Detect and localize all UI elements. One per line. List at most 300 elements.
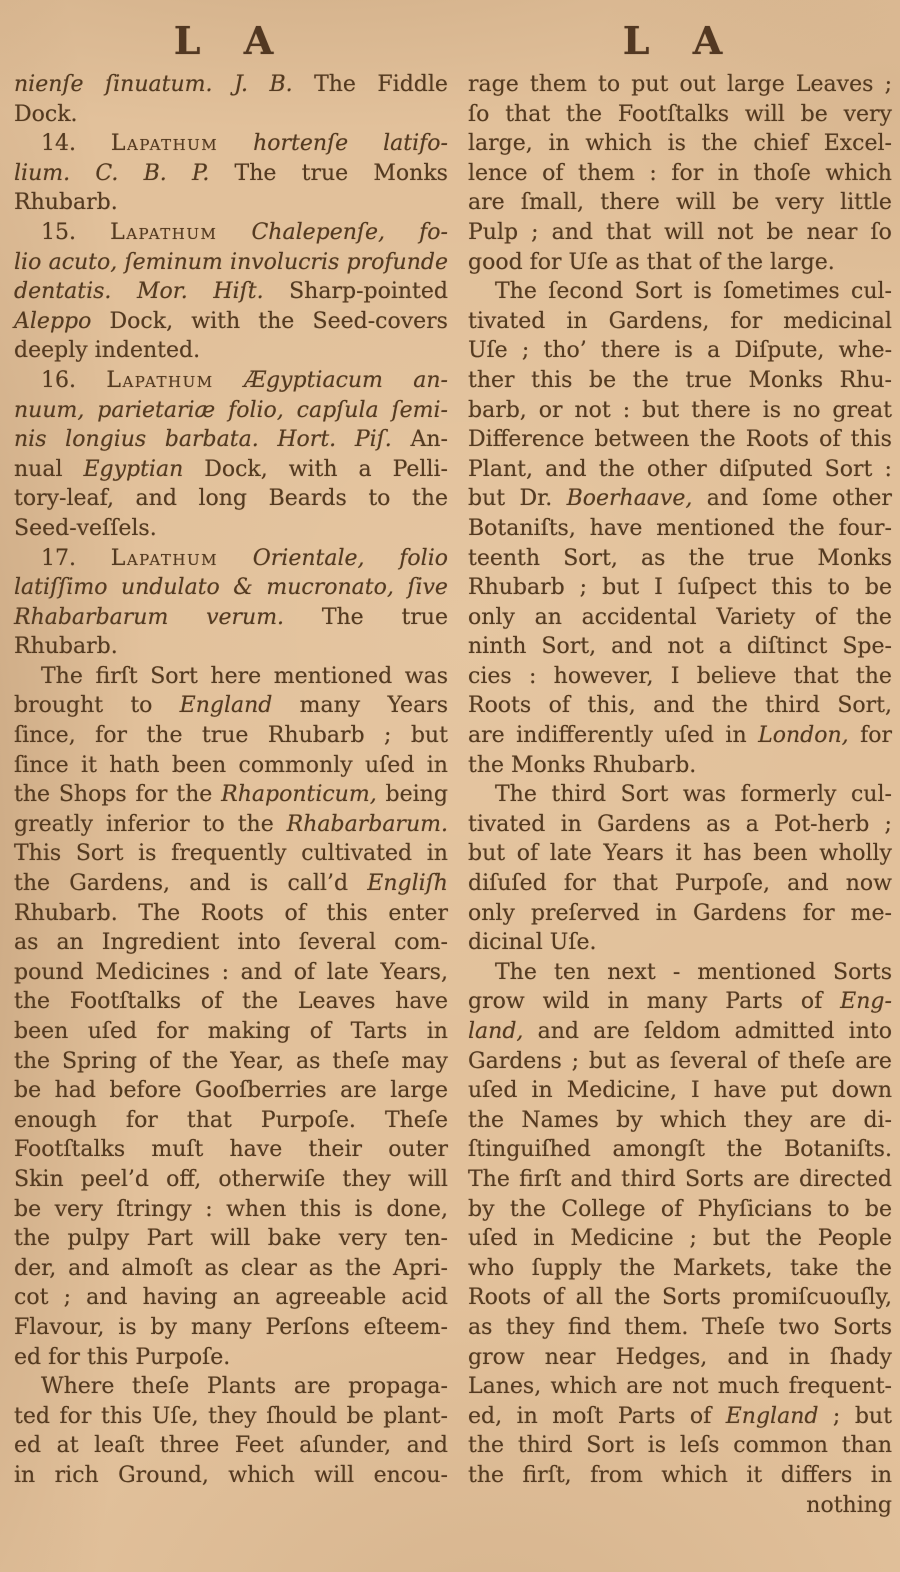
word: parietariæ bbox=[97, 397, 216, 423]
word: whe- bbox=[838, 338, 892, 364]
word: inferior bbox=[106, 811, 190, 837]
word: by bbox=[616, 1107, 643, 1133]
word: Sort bbox=[586, 1433, 634, 1459]
word: of bbox=[819, 427, 841, 453]
word: Medicine bbox=[570, 1226, 674, 1252]
word: Lapathum bbox=[110, 545, 218, 571]
word: outer bbox=[388, 1137, 448, 1163]
word: is bbox=[693, 279, 712, 305]
word: ſeldom bbox=[644, 1019, 721, 1044]
word: Difference bbox=[468, 427, 585, 453]
word: Sort, bbox=[837, 693, 892, 719]
word: profunde bbox=[346, 249, 448, 275]
word: in bbox=[870, 1462, 892, 1488]
text-line bbox=[468, 100, 892, 130]
word: fo- bbox=[419, 219, 448, 245]
text-line bbox=[468, 780, 892, 810]
word: believe bbox=[696, 663, 777, 689]
word: of bbox=[814, 604, 837, 630]
word: in bbox=[788, 1344, 810, 1370]
word: it bbox=[746, 1462, 763, 1488]
word: but bbox=[588, 1048, 626, 1074]
text-line bbox=[14, 366, 448, 396]
word: Rhaponticum, bbox=[221, 782, 377, 808]
word: undulato bbox=[120, 575, 220, 601]
text-line bbox=[468, 159, 892, 189]
word: as bbox=[635, 1048, 661, 1074]
text-line bbox=[468, 691, 892, 721]
word: true bbox=[301, 160, 349, 186]
word: : bbox=[528, 663, 537, 689]
text-line bbox=[468, 425, 892, 455]
word: longius bbox=[65, 427, 147, 453]
word: Sort bbox=[634, 279, 683, 305]
word: very bbox=[843, 101, 892, 127]
text-line bbox=[468, 1106, 892, 1136]
word: Sharp-pointed bbox=[289, 279, 448, 305]
word: true bbox=[747, 545, 795, 571]
word: Diſpute, bbox=[734, 338, 825, 364]
word: theſe bbox=[332, 1048, 390, 1074]
word: Shops bbox=[58, 782, 127, 808]
word: wholly bbox=[819, 841, 892, 867]
text-segment: good for Uſe as that of the large. bbox=[468, 249, 835, 275]
text-line bbox=[468, 129, 892, 159]
word: as bbox=[204, 1255, 229, 1281]
text-line bbox=[14, 218, 448, 248]
word: commonly bbox=[238, 752, 353, 778]
word: Where bbox=[41, 1374, 115, 1400]
word: Monks bbox=[373, 160, 448, 186]
word: dentatis. bbox=[14, 279, 112, 305]
word: are bbox=[626, 1374, 663, 1400]
word: with bbox=[191, 308, 241, 334]
word: Leaves bbox=[297, 989, 376, 1015]
word: Lapathum bbox=[110, 219, 218, 245]
word: ninth bbox=[468, 634, 527, 660]
word: and bbox=[653, 693, 695, 719]
text-line bbox=[468, 366, 892, 396]
text-line bbox=[14, 514, 448, 544]
word: Hedges, bbox=[615, 1344, 708, 1370]
text-line bbox=[14, 899, 448, 929]
word: I bbox=[654, 575, 663, 601]
word: ſeveral bbox=[669, 1048, 748, 1074]
text-line bbox=[468, 277, 892, 307]
word: into bbox=[237, 930, 281, 956]
word: Sort, bbox=[541, 634, 597, 660]
word: and bbox=[537, 1019, 579, 1044]
text-line bbox=[14, 248, 448, 278]
word: uſed bbox=[664, 723, 714, 749]
word: ; bbox=[521, 338, 530, 364]
word: as bbox=[296, 1048, 321, 1074]
word: no bbox=[793, 397, 821, 423]
text-line bbox=[468, 810, 892, 840]
text-segment: Rhubarb. bbox=[14, 634, 118, 660]
word: Uſe, bbox=[151, 1403, 199, 1429]
word: Spe- bbox=[842, 634, 892, 660]
word: them. bbox=[624, 1314, 689, 1340]
word: Spring bbox=[61, 1048, 137, 1074]
word: The bbox=[495, 959, 537, 985]
word: diſuſed bbox=[468, 871, 547, 897]
word: Piſ. bbox=[354, 427, 392, 453]
text-line bbox=[14, 632, 448, 662]
word: the bbox=[468, 1107, 505, 1133]
word: was bbox=[404, 663, 448, 689]
word: Egyptian bbox=[83, 456, 184, 482]
word: but bbox=[854, 1403, 892, 1429]
word: the bbox=[146, 723, 183, 749]
word: of bbox=[148, 1048, 171, 1074]
word: been bbox=[753, 841, 808, 867]
text-line bbox=[468, 218, 892, 248]
word: and bbox=[551, 219, 594, 245]
word: are bbox=[593, 1019, 630, 1044]
word: nuum, bbox=[14, 397, 85, 423]
word: third bbox=[551, 782, 607, 808]
text-line bbox=[468, 455, 892, 485]
word: of bbox=[516, 841, 539, 867]
word: The bbox=[41, 663, 83, 689]
text-line bbox=[468, 721, 892, 751]
word: the bbox=[726, 1137, 763, 1163]
word: pound bbox=[14, 959, 84, 985]
text-line bbox=[14, 987, 448, 1017]
word: ſtinguiſhed bbox=[468, 1137, 591, 1163]
word: but bbox=[642, 397, 680, 423]
word: nual bbox=[14, 456, 63, 482]
word: muſt bbox=[151, 1137, 204, 1163]
word: the bbox=[345, 1255, 382, 1281]
word: The bbox=[468, 1166, 510, 1192]
word: ; bbox=[579, 575, 588, 601]
word: for bbox=[125, 1107, 158, 1133]
word: cies bbox=[468, 663, 512, 689]
word: Rhubarb bbox=[468, 575, 565, 601]
word: aſunder, bbox=[299, 1433, 392, 1459]
text-line bbox=[468, 751, 892, 781]
word: them bbox=[578, 160, 635, 186]
word: this bbox=[531, 367, 573, 393]
word: Sorts bbox=[684, 1166, 744, 1192]
text-line bbox=[14, 1047, 448, 1077]
word: propaga- bbox=[348, 1374, 448, 1400]
word: has bbox=[703, 841, 742, 867]
word: here bbox=[210, 663, 262, 689]
word: The bbox=[138, 900, 181, 926]
word: Tarts bbox=[350, 1019, 408, 1044]
word: it bbox=[675, 841, 692, 867]
word: be bbox=[14, 1078, 42, 1104]
word: the bbox=[176, 782, 213, 808]
text-line bbox=[14, 780, 448, 810]
word: leaſt bbox=[94, 1433, 145, 1459]
word: B. bbox=[269, 72, 293, 97]
word: of bbox=[293, 959, 316, 985]
text-segment: Dock. bbox=[14, 101, 78, 127]
word: an- bbox=[413, 367, 448, 393]
word: Lapathum bbox=[110, 131, 219, 157]
word: Skin bbox=[14, 1166, 64, 1192]
word: C. bbox=[95, 160, 119, 186]
word: in bbox=[426, 841, 448, 867]
text-line bbox=[14, 1135, 448, 1165]
text-line bbox=[14, 721, 448, 751]
word: which bbox=[825, 160, 892, 186]
word: Gardens bbox=[597, 811, 691, 837]
word: who bbox=[468, 1255, 515, 1281]
word: they bbox=[342, 1166, 391, 1192]
word: and bbox=[68, 1255, 110, 1281]
word: directed bbox=[799, 1166, 892, 1192]
word: tho’ bbox=[543, 338, 587, 364]
word: are bbox=[340, 1078, 377, 1104]
word: Roots bbox=[468, 1285, 532, 1311]
word: out bbox=[679, 72, 716, 97]
word: Purpoſe, bbox=[675, 871, 771, 897]
word: is bbox=[667, 131, 686, 157]
word: hath bbox=[109, 752, 160, 778]
word: of bbox=[284, 900, 306, 926]
word: The bbox=[495, 782, 537, 808]
text-line bbox=[14, 1402, 448, 1432]
word: the bbox=[699, 427, 736, 453]
word: capſula bbox=[296, 397, 379, 423]
text-segment: dicinal Uſe. bbox=[468, 930, 597, 956]
text-line bbox=[14, 1461, 448, 1491]
word: I bbox=[691, 1078, 700, 1104]
word: accidental bbox=[581, 604, 697, 630]
text-line bbox=[468, 1431, 892, 1461]
word: Years bbox=[603, 841, 664, 867]
text-line bbox=[14, 928, 448, 958]
text-segment: Seed-veſſels. bbox=[14, 515, 157, 541]
word: have bbox=[229, 1137, 283, 1163]
word: of bbox=[542, 1285, 565, 1311]
word: third bbox=[621, 1166, 676, 1192]
word: tivated bbox=[468, 308, 546, 334]
text-line bbox=[14, 691, 448, 721]
word: take bbox=[790, 1255, 839, 1281]
word: will bbox=[314, 1462, 355, 1488]
text-line bbox=[14, 662, 448, 692]
word: for bbox=[671, 160, 704, 186]
text-column-left bbox=[14, 70, 448, 1491]
word: Sorts bbox=[662, 1285, 721, 1311]
text-line bbox=[468, 396, 892, 426]
word: Perſons bbox=[265, 1314, 350, 1340]
word: Aleppo bbox=[14, 308, 92, 334]
word: grow bbox=[468, 1344, 525, 1370]
word: ſtringy bbox=[116, 1196, 192, 1222]
text-segment: ed for this Purpoſe. bbox=[14, 1344, 231, 1370]
word: however, bbox=[553, 663, 654, 689]
word: be bbox=[589, 367, 617, 393]
text-line bbox=[468, 1372, 892, 1402]
text-line bbox=[14, 1165, 448, 1195]
text-line bbox=[14, 1224, 448, 1254]
word: is bbox=[354, 1196, 373, 1222]
word: ; bbox=[884, 72, 892, 97]
word: that bbox=[186, 1107, 232, 1133]
word: latifo- bbox=[383, 131, 448, 157]
word: and bbox=[787, 871, 829, 897]
word: ſhady bbox=[830, 1344, 892, 1370]
word: plant- bbox=[383, 1403, 448, 1429]
word: indifferently bbox=[516, 723, 654, 749]
word: - bbox=[672, 959, 681, 985]
word: wild bbox=[542, 989, 590, 1015]
word: ſometimes bbox=[723, 279, 840, 305]
word: the bbox=[632, 367, 669, 393]
word: Engliſh bbox=[367, 871, 448, 897]
word: acuto, bbox=[48, 249, 118, 275]
word: Gardens, bbox=[608, 308, 710, 334]
word: firſt, bbox=[522, 1462, 572, 1488]
word: Dock, bbox=[109, 308, 174, 334]
word: Pot-herb bbox=[774, 811, 870, 837]
word: Sorts bbox=[833, 1314, 892, 1340]
word: latiſſimo bbox=[14, 575, 108, 601]
word: Sort, bbox=[563, 545, 618, 571]
word: agreeable bbox=[275, 1285, 387, 1311]
word: to bbox=[827, 575, 850, 601]
word: Uſe bbox=[468, 338, 508, 364]
text-line bbox=[468, 869, 892, 899]
word: Roots bbox=[745, 427, 809, 453]
word: Monks bbox=[817, 545, 892, 571]
word: barb, bbox=[468, 397, 527, 423]
word: Roots bbox=[468, 693, 532, 719]
word: for bbox=[860, 723, 892, 749]
word: frequently bbox=[171, 841, 287, 867]
word: ſemi- bbox=[391, 397, 448, 423]
word: ſince, bbox=[14, 723, 76, 749]
word: third bbox=[765, 693, 820, 719]
word: nienſe bbox=[14, 72, 84, 97]
word: as bbox=[468, 1314, 493, 1340]
word: preſerved bbox=[530, 900, 640, 926]
word: Theſe bbox=[384, 1107, 448, 1133]
word: nis bbox=[14, 427, 47, 453]
word: : bbox=[649, 160, 657, 186]
word: have bbox=[589, 515, 643, 541]
word: near bbox=[806, 219, 858, 245]
word: tivated bbox=[468, 811, 546, 837]
word: put bbox=[780, 1078, 818, 1104]
word: be bbox=[864, 1196, 892, 1222]
word: by bbox=[468, 1196, 495, 1222]
text-line bbox=[468, 1076, 892, 1106]
text-line bbox=[468, 1313, 892, 1343]
word: theſe bbox=[132, 1374, 190, 1400]
word: An- bbox=[410, 427, 448, 453]
text-line bbox=[468, 1017, 892, 1047]
word: Gardens bbox=[468, 1048, 562, 1074]
word: will bbox=[664, 219, 705, 245]
word: two bbox=[778, 1314, 820, 1340]
word: this bbox=[326, 900, 368, 926]
word: uſed bbox=[87, 1019, 138, 1044]
word: Years, bbox=[380, 959, 448, 985]
word: London, bbox=[758, 723, 849, 749]
word: ſeminum bbox=[124, 249, 223, 275]
word: Gardens, bbox=[69, 871, 171, 897]
text-line bbox=[468, 1224, 892, 1254]
text-line bbox=[14, 277, 448, 307]
word: be bbox=[800, 101, 828, 127]
word: put bbox=[631, 72, 669, 97]
word: mentioned bbox=[697, 959, 816, 985]
word: being bbox=[385, 782, 448, 808]
word: there bbox=[600, 190, 660, 216]
word: Plants bbox=[206, 1374, 277, 1400]
word: of bbox=[309, 1019, 332, 1044]
word: ſhould bbox=[266, 1403, 338, 1429]
word: many bbox=[299, 693, 361, 719]
word: as bbox=[706, 811, 731, 837]
word: in bbox=[531, 1078, 553, 1104]
text-line bbox=[468, 1461, 892, 1491]
word: Rhu- bbox=[839, 367, 892, 393]
text-line bbox=[14, 307, 448, 337]
word: large bbox=[390, 1078, 448, 1104]
text-line bbox=[468, 1491, 892, 1521]
word: Ingredient bbox=[101, 930, 220, 956]
word: in bbox=[516, 1403, 538, 1429]
word: College bbox=[561, 1196, 646, 1222]
word: ſive bbox=[407, 575, 448, 601]
word: the bbox=[711, 693, 748, 719]
word: 17. bbox=[41, 545, 76, 571]
word: in bbox=[548, 131, 570, 157]
word: this bbox=[299, 1196, 342, 1222]
text-line bbox=[14, 1076, 448, 1106]
word: firſt bbox=[519, 1166, 562, 1192]
text-line bbox=[14, 1254, 448, 1284]
word: J. bbox=[233, 72, 249, 97]
word: done, bbox=[386, 1196, 448, 1222]
word: the bbox=[468, 1433, 505, 1459]
word: ſuſpect bbox=[677, 575, 757, 601]
word: as bbox=[308, 1255, 334, 1281]
word: had bbox=[54, 1078, 96, 1104]
text-line bbox=[14, 751, 448, 781]
word: ; bbox=[571, 1048, 580, 1074]
word: Leaves bbox=[795, 72, 874, 97]
word: very bbox=[775, 190, 824, 216]
word: next bbox=[607, 959, 656, 985]
word: to bbox=[597, 72, 621, 97]
word: the bbox=[14, 871, 51, 897]
word: This bbox=[14, 841, 62, 867]
word: in bbox=[533, 1226, 555, 1252]
word: 14. bbox=[41, 131, 76, 157]
word: People bbox=[817, 1226, 892, 1252]
word: Roots bbox=[200, 900, 264, 926]
word: Sorts bbox=[833, 959, 892, 985]
text-line bbox=[14, 1106, 448, 1136]
word: true bbox=[201, 723, 249, 749]
word: pulpy bbox=[67, 1226, 130, 1252]
word: late bbox=[326, 959, 369, 985]
word: that bbox=[793, 663, 839, 689]
text-line bbox=[14, 869, 448, 899]
word: but bbox=[410, 723, 448, 749]
word: ; bbox=[689, 1226, 697, 1252]
